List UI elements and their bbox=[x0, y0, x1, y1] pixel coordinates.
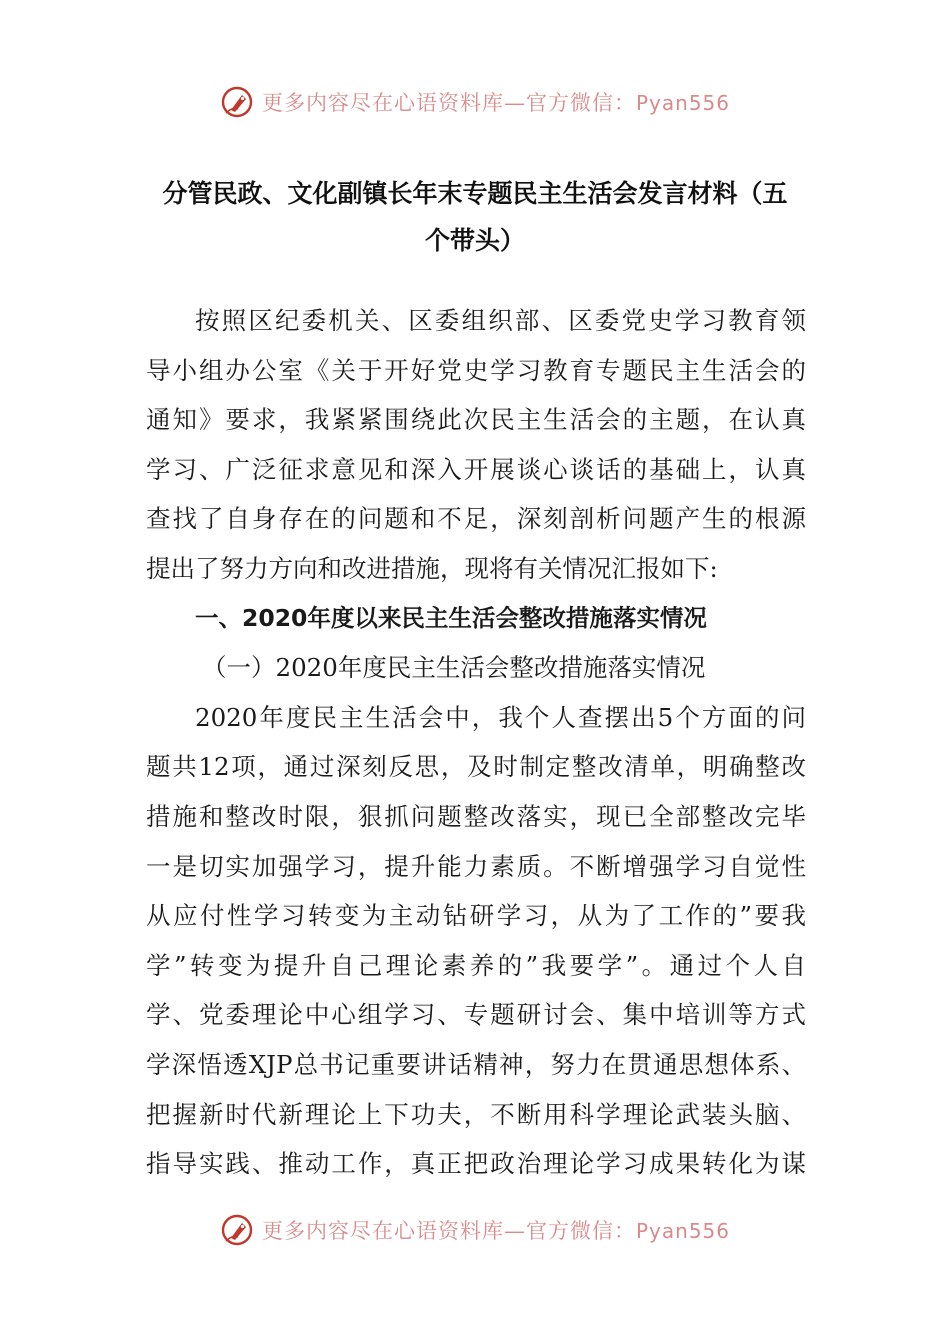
watermark-banner-bottom bbox=[0, 1208, 950, 1252]
body-line: 从应付性学习转变为主动钻研学习，从为了工作的”要我 bbox=[146, 901, 806, 931]
watermark-banner-top bbox=[0, 80, 950, 124]
body-line: 学深悟透XJP总书记重要讲话精神，努力在贯通思想体系、 bbox=[146, 1049, 806, 1079]
body-line: 措施和整改时限，狠抓问题整改落实，现已全部整改完毕 bbox=[146, 801, 806, 831]
title-line-1: 分管民政、文化副镇长年末专题民主生活会发言材料（五 bbox=[162, 179, 788, 208]
body-line: 2020年度民主生活会中，我个人查摆出5个方面的问 bbox=[195, 702, 806, 732]
watermark-wechat-id: Pyan556 bbox=[635, 91, 730, 115]
document-body bbox=[146, 296, 806, 1189]
section-heading-1-1: （一）2020年度民主生活会整改措施落实情况 bbox=[202, 653, 706, 683]
body-line: 一是切实加强学习，提升能力素质。不断增强学习自觉性 bbox=[146, 851, 806, 881]
body-line: 学”转变为提升自己理论素养的”我要学”。通过个人自 bbox=[146, 950, 806, 980]
body-line: 学习、广泛征求意见和深入开展谈心谈话的基础上，认真 bbox=[146, 454, 806, 484]
watermark-main-text: 更多内容尽在心语资料库—官方微信： bbox=[261, 1219, 636, 1243]
pen-nib-circle-icon bbox=[220, 85, 254, 119]
pen-nib-circle-icon bbox=[220, 1213, 254, 1247]
body-line: 查找了自身存在的问题和不足，深刻剖析问题产生的根源 bbox=[146, 504, 806, 534]
section-heading-1: 一、2020年度以来民主生活会整改措施落实情况 bbox=[195, 603, 707, 632]
body-line: 提出了努力方向和改进措施，现将有关情况汇报如下: bbox=[146, 553, 718, 583]
body-line: 通知》要求，我紧紧围绕此次民主生活会的主题，在认真 bbox=[146, 405, 806, 435]
body-line: 按照区纪委机关、区委组织部、区委党史学习教育领 bbox=[195, 306, 806, 335]
body-line: 题共12项，通过深刻反思，及时制定整改清单，明确整改 bbox=[146, 752, 806, 782]
body-line: 指导实践、推动工作，真正把政治理论学习成果转化为谋 bbox=[146, 1149, 806, 1179]
watermark-wechat-id: Pyan556 bbox=[635, 1219, 730, 1243]
watermark-text bbox=[262, 1215, 730, 1245]
watermark-main-text: 更多内容尽在心语资料库—官方微信： bbox=[261, 91, 636, 115]
watermark-text bbox=[262, 87, 730, 117]
document-title bbox=[145, 170, 805, 264]
body-line: 导小组办公室《关于开好党史学习教育专题民主生活会的 bbox=[146, 355, 806, 385]
body-line: 学、党委理论中心组学习、专题研讨会、集中培训等方式 bbox=[146, 1000, 806, 1030]
title-line-2: 个带头） bbox=[424, 226, 525, 255]
body-line: 把握新时代新理论上下功夫，不断用科学理论武装头脑、 bbox=[146, 1099, 806, 1129]
